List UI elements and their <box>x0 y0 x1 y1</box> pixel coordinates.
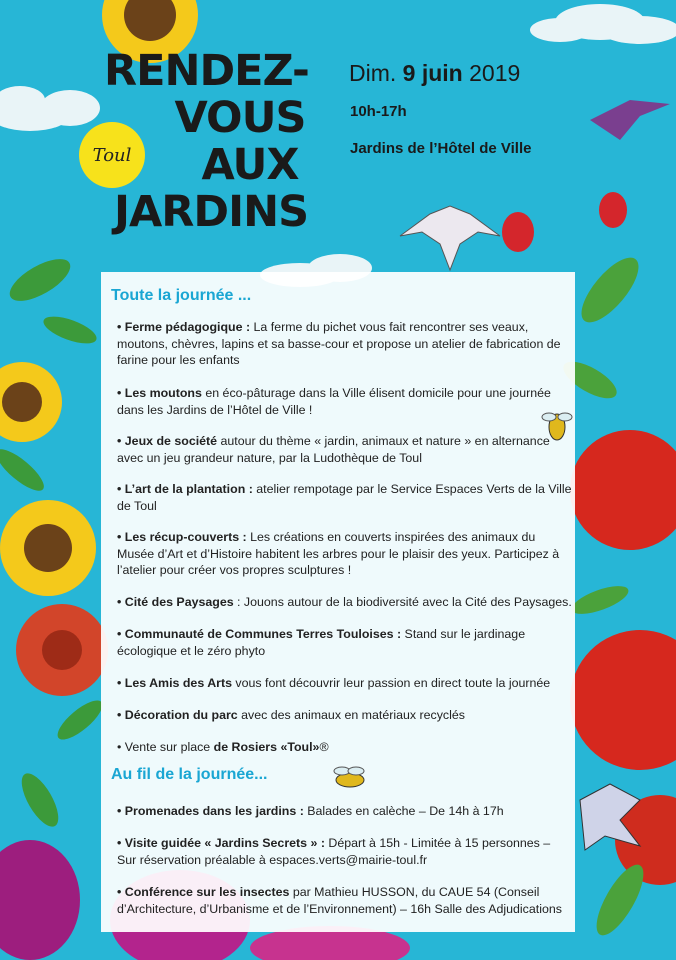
item-title: • Cité des Paysages <box>117 595 234 609</box>
program-item <box>117 675 572 692</box>
event-date <box>349 60 520 87</box>
item-title: • Les moutons <box>117 386 202 400</box>
item-text: en éco-pâturage dans la Ville élisent domicile pour une journée dans les Jardins de l’Hôtel de Ville ! <box>117 386 551 417</box>
section-heading: Toute la journée ... <box>111 287 252 304</box>
program-item <box>117 529 572 579</box>
program-item <box>117 481 572 514</box>
item-text: Stand sur le jardinage écologique et le zéro phyto <box>117 627 526 658</box>
program-item <box>117 835 572 868</box>
item-title: • Jeux de société <box>117 434 218 448</box>
logo-text: Toul <box>92 144 132 166</box>
program-item <box>117 319 572 369</box>
program-item <box>117 803 572 820</box>
event-hours: 10h-17h <box>350 103 407 120</box>
section-heading: Au fil de la journée... <box>111 766 268 783</box>
bat-icon <box>400 206 500 270</box>
item-title: • Ferme pédagogique : <box>117 320 251 334</box>
item-text: par Mathieu HUSSON, du CAUE 54 (Conseil d’Architecture, d’Urbanisme et de l’Environnement) – 16h Salle des Adjudications <box>117 885 562 916</box>
program-item <box>117 707 572 724</box>
item-title: • Promenades dans les jardins : <box>117 804 304 818</box>
title-line: VOUS <box>174 93 306 143</box>
item-text: La ferme du pichet vous fait rencontrer ses veaux, moutons, chèvres, lapins et sa basse-cour et propose un atelier de fabrication de farine pour les enfants <box>117 320 561 367</box>
toul-logo <box>79 122 145 188</box>
date-day: 9 juin <box>402 60 463 86</box>
item-title: • Décoration du parc <box>117 708 238 722</box>
item-title: • Les Amis des Arts <box>117 676 232 690</box>
item-title: • Communauté de Communes Terres Touloises : <box>117 627 402 641</box>
item-text: Les créations en couverts inspirées des animaux du Musée d’Art et d’Histoire habitent les arbres pour le plaisir des yeux. Participez à l’atelier pour créer vos propres sculptures ! <box>117 530 560 577</box>
program-item <box>117 739 572 756</box>
item-text: avec des animaux en matériaux recyclés <box>237 708 465 722</box>
bee-icon <box>328 764 370 792</box>
item-title: • Visite guidée « Jardins Secrets » : <box>117 836 325 850</box>
program-item <box>117 884 572 917</box>
date-prefix: Dim. <box>349 60 397 86</box>
item-title: de Rosiers «Toul» <box>213 740 320 754</box>
item-title: • Conférence sur les insectes <box>117 885 290 899</box>
item-text: : Jouons autour de la biodiversité avec la Cité des Paysages. <box>233 595 572 609</box>
bee-icon <box>540 405 574 445</box>
program-item <box>117 433 572 466</box>
title-line: JARDINS <box>114 187 309 237</box>
program-item <box>117 594 572 611</box>
program-item <box>117 626 572 659</box>
item-text: vous font découvrir leur passion en direct toute la journée <box>231 676 551 690</box>
bird-icon <box>590 100 670 140</box>
item-text: autour du thème « jardin, animaux et nature » en alternance avec un jeu grandeur nature, par la Ludothèque de Toul <box>117 434 550 465</box>
event-venue: Jardins de l’Hôtel de Ville <box>350 140 532 157</box>
flower-icon <box>16 604 108 696</box>
program-item <box>117 385 572 418</box>
item-title: • Les récup-couverts : <box>117 530 247 544</box>
item-prefix: • Vente sur place <box>117 740 214 754</box>
item-text: ® <box>319 740 329 754</box>
date-year: 2019 <box>469 60 521 86</box>
strawberry-icon <box>502 192 627 252</box>
sunflower-icon <box>0 362 96 596</box>
item-text: Départ à 15h - Limitée à 15 personnes – Sur réservation préalable à espaces.verts@mairie-toul.fr <box>117 836 551 867</box>
item-text: Balades en calèche – De 14h à 17h <box>303 804 504 818</box>
title-line: AUX <box>201 140 299 190</box>
item-title: • L’art de la plantation : <box>117 482 253 496</box>
item-text: atelier rempotage par le Service Espaces Verts de la Ville de Toul <box>117 482 572 513</box>
title-line: RENDEZ- <box>104 46 309 96</box>
